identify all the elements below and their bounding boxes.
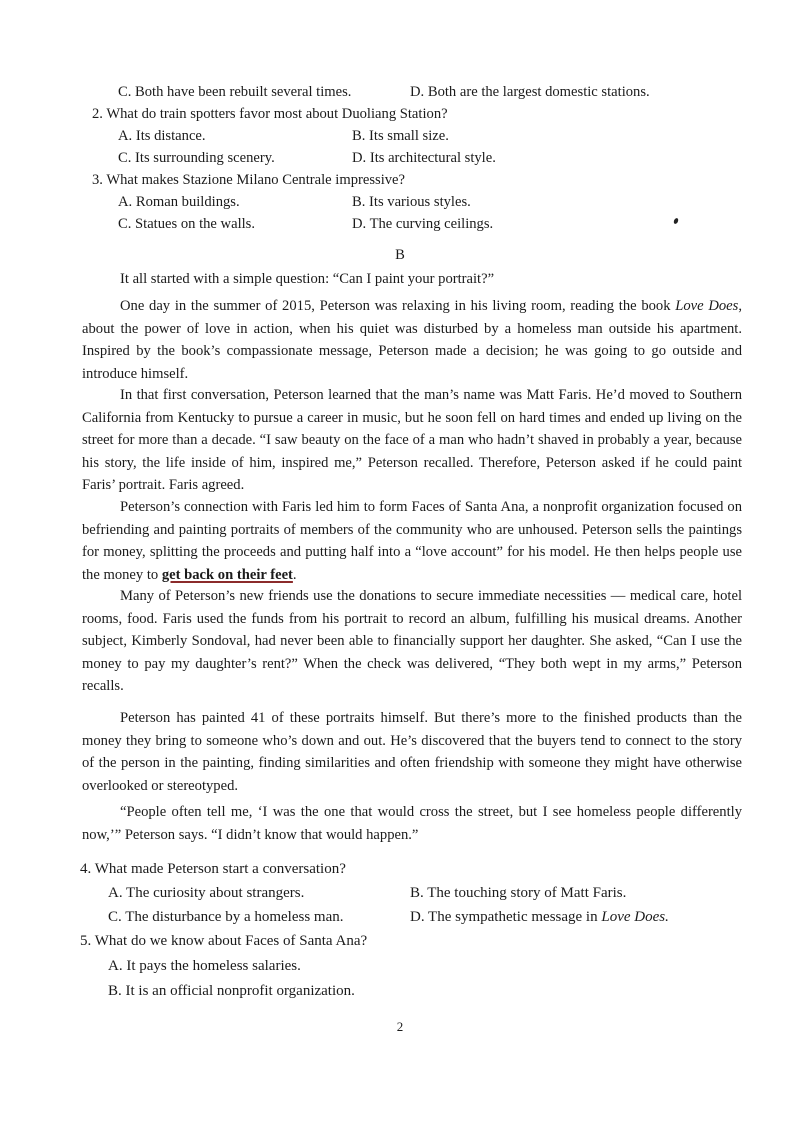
q3-stem: 3. What makes Stazione Milano Centrale impressive?	[92, 172, 406, 188]
q2-option-b: B. Its small size.	[352, 128, 449, 144]
paragraph-4-text-b: .	[292, 566, 297, 583]
paragraph-2-text-a: One day in the summer of 2015, Peterson was relaxing in his living room, reading the book	[120, 298, 676, 314]
paragraph-5: Many of Peterson’s new friends use the donations to secure immediate necessities — medical care, hotel rooms, food. Faris used the funds from his portrait to record an album, fulfilling his musical dreams. Another subject, Kimberly Sondoval, had never been able to financially support her daughter. She asked, “Can I use the money to pay my daughter’s rent?” When the check was delivered, “They both wept in my arms,” Peterson recalls.	[82, 588, 742, 694]
q3-option-a: A. Roman buildings.	[118, 194, 240, 210]
paragraph-4-text-a: Peterson’s connection with Faris led him to form Faces of Santa Ana, a nonprofit organization focused on befriending and painting portraits of members of the community who are unhoused. Peterson sells the paintings for money, splitting the proceeds and putting half into a “love account” for his model. He then helps people use the money to	[82, 499, 742, 583]
q5-option-b: B. It is an official nonprofit organization.	[108, 983, 355, 999]
q2-option-c: C. Its surrounding scenery.	[118, 150, 275, 166]
paragraph-6: Peterson has painted 41 of these portraits himself. But there’s more to the finished products than the money they bring to someone who’s down and out. He’s discovered that the buyers tend to connect to the story of the person in the painting, finding similarities and often friendship with someone they might have otherwise overlooked or stereotyped.	[82, 710, 742, 794]
q3-option-b: B. Its various styles.	[352, 194, 471, 210]
q1-option-d: D. Both are the largest domestic stations.	[410, 84, 650, 100]
q4-stem: 4. What made Peterson start a conversation?	[80, 861, 346, 877]
q4-option-c: C. The disturbance by a homeless man.	[108, 909, 344, 925]
q2-stem: 2. What do train spotters favor most about Duoliang Station?	[92, 106, 448, 122]
q2-option-a: A. Its distance.	[118, 128, 206, 144]
q3-option-d: D. The curving ceilings.	[352, 216, 494, 232]
paragraph-2	[82, 295, 742, 385]
paragraph-3: In that first conversation, Peterson learned that the man’s name was Matt Faris. He’d moved to Southern California from Kentucky to pursue a career in music, but he soon fell on hard times and ended up living on the street for more than a decade. “I saw beauty on the face of a man who hadn’t shaved in probably a year, because his story, the life inside of him, inspired me,” Peterson recalled. Therefore, Peterson asked if he could paint Faris’ portrait. Faris agreed.	[82, 387, 742, 493]
paragraph-2-text-b: , about the power of love in action, when his quiet was disturbed by a homeless man outside his apartment. Inspired by the book’s compassionate message, Peterson made a decision; he was going to go outside and introduce himself.	[82, 298, 742, 382]
q4-option-d-text: D. The sympathetic message in	[410, 909, 602, 925]
q4-option-b: B. The touching story of Matt Faris.	[410, 885, 627, 901]
book-title: Love Does	[675, 298, 739, 314]
underlined-phrase: get back on their feet	[161, 566, 293, 583]
q2-option-d: D. Its architectural style.	[352, 150, 496, 166]
q4-option-a: A. The curiosity about strangers.	[108, 885, 305, 901]
ink-speck	[673, 217, 679, 224]
q4-option-d-book-title: Love Does.	[601, 909, 669, 925]
q1-option-c: C. Both have been rebuilt several times.	[118, 84, 352, 100]
paragraph-4	[82, 496, 742, 586]
q5-option-a: A. It pays the homeless salaries.	[108, 958, 301, 974]
page-number: 2	[396, 1019, 404, 1034]
section-heading: B	[395, 247, 405, 263]
paragraph-1: It all started with a simple question: “Can I paint your portrait?”	[120, 271, 495, 287]
q4-option-d	[410, 910, 669, 925]
paragraph-7: “People often tell me, ‘I was the one that would cross the street, but I see homeless people differently now,’” Peterson says. “I didn’t know that would happen.”	[82, 804, 742, 843]
q3-option-c: C. Statues on the walls.	[118, 216, 256, 232]
q5-stem: 5. What do we know about Faces of Santa Ana?	[80, 933, 368, 949]
